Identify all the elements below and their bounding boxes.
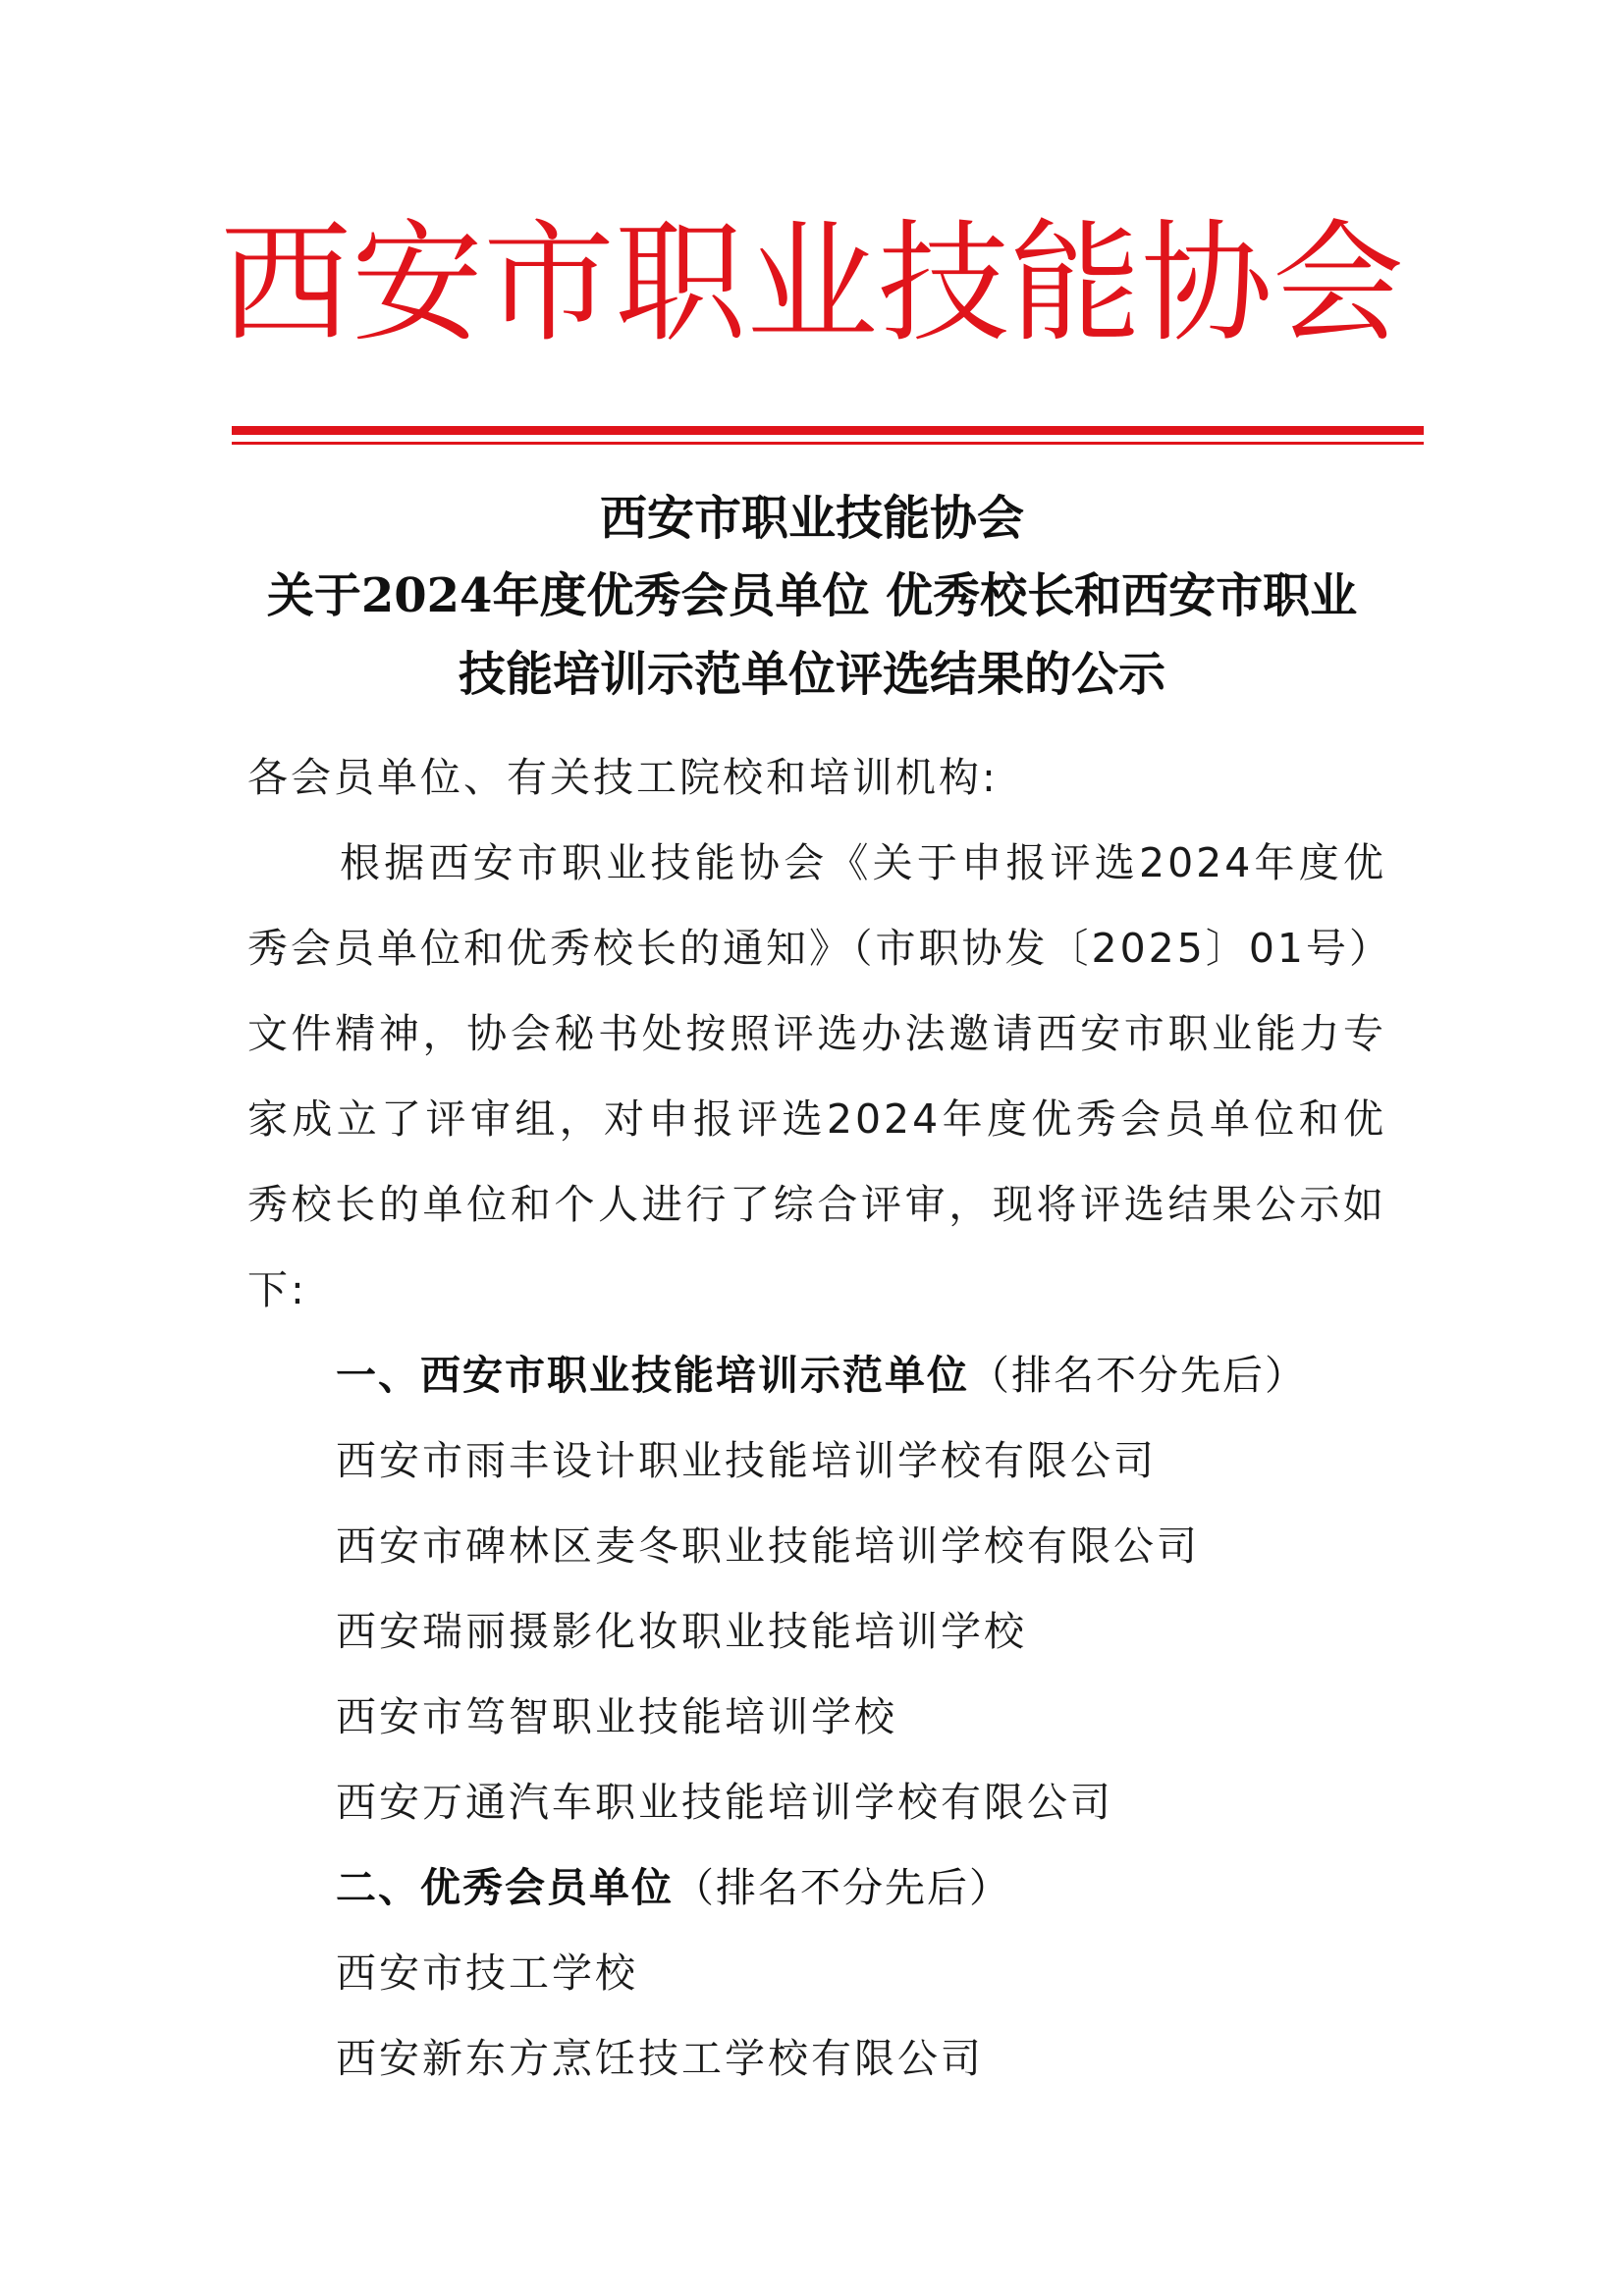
section-heading-text: 二、优秀会员单位 [336,1864,674,1911]
section-heading-text: 一、西安市职业技能培训示范单位 [336,1352,969,1399]
list-item: 西安市笃智职业技能培训学校 [336,1693,897,1740]
section-heading-note: （排名不分先后） [674,1864,1011,1911]
salutation: 各会员单位、有关技工院校和培训机构: [247,754,999,801]
list-item: 西安市碑林区麦冬职业技能培训学校有限公司 [336,1522,1200,1570]
letterhead-rule-thick [232,426,1424,435]
document-title-line-1: 西安市职业技能协会 [599,491,1024,546]
document-title-line-3: 技能培训示范单位评选结果的公示 [458,647,1165,702]
list-item: 西安市雨丰设计职业技能培训学校有限公司 [336,1437,1157,1484]
paragraph-line: 下: [247,1266,307,1313]
paragraph-line: 家成立了评审组，对申报评选2024年度优秀会员单位和优 [247,1095,1386,1143]
paragraph-line: 根据西安市职业技能协会《关于申报评选2024年度优 [340,839,1386,886]
section-heading-excellent-members [336,1864,1011,1911]
paragraph-line: 秀校长的单位和个人进行了综合评审，现将评选结果公示如 [247,1181,1386,1228]
list-item: 西安万通汽车职业技能培训学校有限公司 [336,1779,1113,1826]
list-item: 西安瑞丽摄影化妆职业技能培训学校 [336,1608,1027,1655]
document-title-line-2: 关于2024年度优秀会员单位 优秀校长和西安市职业 [266,568,1358,623]
section-heading-demo-units [336,1352,1307,1399]
paragraph-line: 文件精神，协会秘书处按照评选办法邀请西安市职业能力专 [247,1010,1386,1057]
section-heading-note: （排名不分先后） [969,1352,1307,1399]
list-item: 西安市技工学校 [336,1949,638,1997]
paragraph-line: 秀会员单位和优秀校长的通知》（市职协发〔2025〕01号） [247,925,1393,972]
letterhead-organization-name: 西安市职业技能协会 [219,207,1404,360]
letterhead-rule-thin [232,442,1424,445]
list-item: 西安新东方烹饪技工学校有限公司 [336,2035,984,2082]
